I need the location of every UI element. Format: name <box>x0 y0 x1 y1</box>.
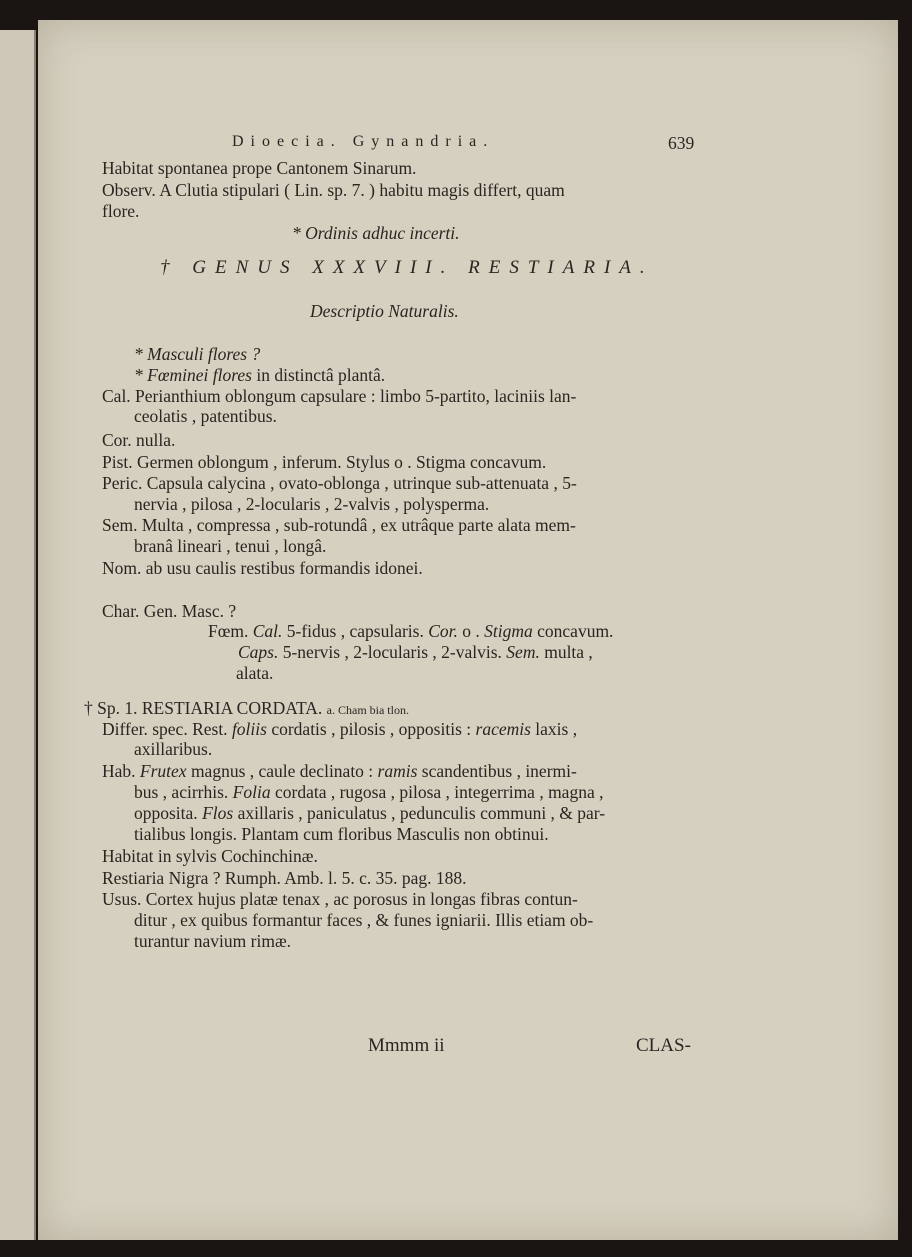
text-span: Stigma <box>484 621 533 641</box>
text-line: ditur , ex quibus formantur faces , & funes igniarii. Illis etiam ob- <box>134 910 594 930</box>
text-span: † Sp. 1. RESTIARIA CORDATA. <box>84 698 323 718</box>
text-line <box>102 719 577 739</box>
text-span: cordata , rugosa , pilosa , integerrima , magna , <box>274 782 604 802</box>
text-line: Habitat spontanea prope Cantonem Sinarum. <box>102 158 417 178</box>
text-line <box>238 642 593 662</box>
text-span: foliis <box>231 719 267 739</box>
text-line: turantur navium rimæ. <box>134 931 291 951</box>
text-span: bus , acirrhis. <box>134 782 229 802</box>
text-line: Usus. Cortex hujus platæ tenax , ac porosus in longas fibras contun- <box>102 889 578 909</box>
text-span: Sem. <box>506 642 540 662</box>
text-line <box>134 365 385 385</box>
text-span: a. Cham bia tlon. <box>326 703 409 717</box>
text-line: branâ lineari , tenui , longâ. <box>134 536 327 556</box>
page-number: 639 <box>668 133 695 153</box>
text-line: ceolatis , patentibus. <box>134 406 277 426</box>
text-span: scandentibus , inermi- <box>421 761 577 781</box>
text-span: racemis <box>475 719 531 739</box>
text-span: Cal. <box>252 621 283 641</box>
text-span: Hab. <box>102 761 136 781</box>
text-span: in distinctâ plantâ. <box>256 365 386 385</box>
text-line: Restiaria Nigra ? Rumph. Amb. l. 5. c. 35. pag. 188. <box>102 868 467 888</box>
text-span: Folia <box>232 782 271 802</box>
subheading: Descriptio Naturalis. <box>310 301 459 321</box>
text-line <box>102 761 577 781</box>
text-line: alata. <box>236 663 274 683</box>
genus-heading: † GENUS XXXVIII. RESTIARIA. <box>160 257 654 278</box>
text-line <box>134 782 603 802</box>
text-span: concavum. <box>537 621 614 641</box>
text-line: nervia , pilosa , 2-locularis , 2-valvis , polysperma. <box>134 494 490 514</box>
text-span: Flos <box>202 803 234 823</box>
text-line: Pist. Germen oblongum , inferum. Stylus o . Stigma concavum. <box>102 452 547 472</box>
text-span: multa , <box>544 642 593 662</box>
text-span: 5-fidus , capsularis. <box>286 621 424 641</box>
text-span: * Fœminei flores <box>134 365 252 385</box>
text-span: ramis <box>377 761 418 781</box>
text-line: Sem. Multa , compressa , sub-rotundâ , ex utrâque parte alata mem- <box>102 515 576 535</box>
text-span: Caps. <box>238 642 279 662</box>
catchword: CLAS- <box>636 1035 691 1056</box>
text-line: flore. <box>102 201 140 221</box>
text-span: opposita. <box>134 803 198 823</box>
text-span: Frutex <box>139 761 187 781</box>
text-line <box>134 803 605 823</box>
signature-mark: Mmmm ii <box>368 1035 445 1056</box>
text-span: cordatis , pilosis , oppositis : <box>271 719 472 739</box>
text-line: Char. Gen. Masc. ? <box>102 601 237 621</box>
text-span: Cor. <box>428 621 458 641</box>
text-line: Nom. ab usu caulis restibus formandis idonei. <box>102 558 423 578</box>
facing-page-edge <box>0 30 36 1240</box>
text-line: * Masculi flores ? <box>134 344 261 364</box>
text-line: Peric. Capsula calycina , ovato-oblonga , utrinque sub-attenuata , 5- <box>102 473 577 493</box>
running-title: Dioecia. Gynandria. <box>232 133 495 150</box>
text-line: axillaribus. <box>134 739 213 759</box>
text-span: o . <box>462 621 480 641</box>
text-span: 5-nervis , 2-locularis , 2-valvis. <box>282 642 502 662</box>
species-heading <box>84 698 409 720</box>
text-line <box>208 621 613 641</box>
book-page <box>38 20 898 1240</box>
section-note: * Ordinis adhuc incerti. <box>292 223 460 243</box>
text-span: axillaris , paniculatus , pedunculis communi , & par- <box>237 803 606 823</box>
text-span: magnus , caule declinato : <box>190 761 374 781</box>
text-line: Habitat in sylvis Cochinchinæ. <box>102 846 318 866</box>
text-span: laxis , <box>535 719 578 739</box>
text-span: Fœm. <box>208 621 249 641</box>
text-span: Differ. spec. Rest. <box>102 719 228 739</box>
text-line: Observ. A Clutia stipulari ( Lin. sp. 7. ) habitu magis differt, quam <box>102 180 565 200</box>
text-line: tialibus longis. Plantam cum floribus Masculis non obtinui. <box>134 824 549 844</box>
text-line: Cal. Perianthium oblongum capsulare : limbo 5-partito, laciniis lan- <box>102 386 577 406</box>
text-line: Cor. nulla. <box>102 430 176 450</box>
